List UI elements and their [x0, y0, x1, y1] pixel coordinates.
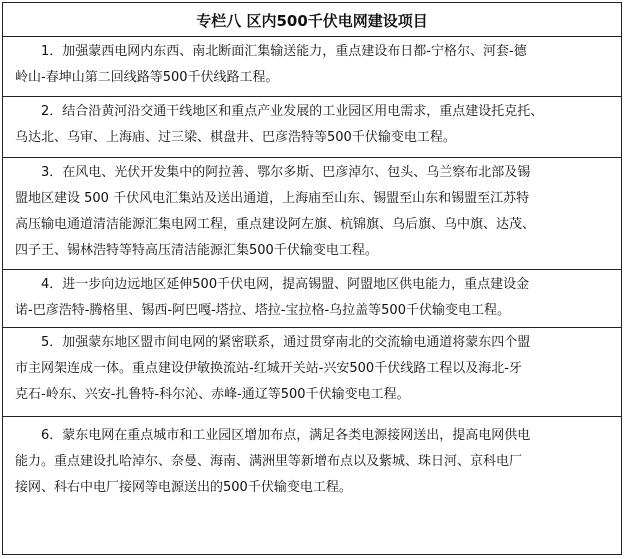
project-item-4: [15, 272, 613, 324]
box-title: 专栏八 区内500千伏电网建设项目: [196, 12, 428, 30]
project-item-3: [15, 160, 613, 264]
item-line: 6．蒙东电网在重点城市和工业园区增加布点，满足各类电源接网送出，提高电网供电: [41, 428, 531, 443]
project-item-2: [15, 99, 613, 151]
project-item-5: [15, 330, 613, 408]
item-line: 岭山-春坤山第二回线路等500千伏线路工程。: [15, 70, 279, 85]
project-item-6: [15, 423, 613, 501]
item-line: 克石-岭东、兴安-扎鲁特-科尔沁、赤峰-通辽等500千伏输变电工程。: [15, 387, 410, 402]
item-line: 盟地区建设 500 千伏风电汇集站及送出通道，上海庙至山东、锡盟至山东和锡盟至江苏特: [15, 191, 530, 206]
item-line: 2．结合沿黄河沿交通干线地区和重点产业发展的工业园区用电需求，重点建设托克托、: [41, 104, 544, 119]
divider: [3, 416, 621, 417]
item-line: 3．在风电、光伏开发集中的阿拉善、鄂尔多斯、巴彦淖尔、包头、乌兰察布北部及锡: [41, 165, 531, 180]
divider: [3, 327, 621, 328]
item-line: 诺-巴彦浩特-腾格里、锡西-阿巴嘎-塔拉、塔拉-宝拉格-乌拉盖等500千伏输变电工程。: [15, 303, 510, 318]
item-line: 4．进一步向边远地区延伸500千伏电网，提高锡盟、阿盟地区供电能力，重点建设金: [41, 277, 530, 292]
divider: [3, 96, 621, 97]
divider: [3, 269, 621, 270]
project-item-1: [15, 39, 613, 91]
divider: [3, 157, 621, 158]
item-line: 1．加强蒙西电网内东西、南北断面汇集输送能力，重点建设布日都-宁格尔、河套-德: [41, 44, 527, 59]
item-line: 市主网架连成一体。重点建设伊敏换流站-红城开关站-兴安500千伏线路工程以及海北-牙: [15, 361, 522, 376]
item-line: 能力。重点建设扎哈淖尔、奈曼、海南、满洲里等新增布点以及紫城、珠日河、京科电厂: [15, 454, 523, 469]
divider: [3, 36, 621, 37]
project-box: [2, 2, 622, 555]
item-line: 接网、科右中电厂接网等电源送出的500千伏输变电工程。: [15, 480, 352, 495]
item-line: 四子王、锡林浩特等特高压清洁能源汇集500千伏输变电工程。: [15, 243, 378, 258]
item-line: 乌达北、乌审、上海庙、过三梁、棋盘井、巴彦浩特等500千伏输变电工程。: [15, 130, 456, 145]
item-line: 高压输电通道清洁能源汇集电网工程，重点建设阿左旗、杭锦旗、乌后旗、乌中旗、达茂、: [15, 217, 536, 232]
item-line: 5．加强蒙东地区盟市间电网的紧密联系，通过贯穿南北的交流输电通道将蒙东四个盟: [41, 335, 531, 350]
